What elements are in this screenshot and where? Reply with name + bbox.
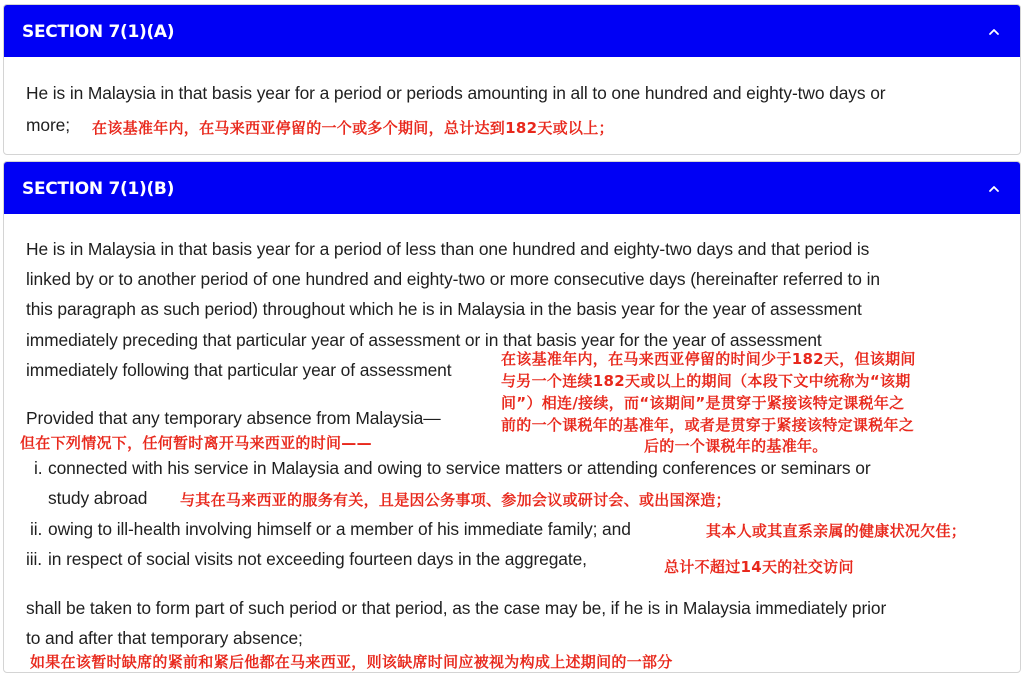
list-item-text: in respect of social visits not exceeding fourteen days in the aggregate, xyxy=(48,549,587,569)
section-7-1-b-panel xyxy=(3,161,1021,673)
proviso-text: Provided that any temporary absence from Malaysia— xyxy=(26,408,441,428)
list-item-text: connected with his service in Malaysia and owing to service matters or attending conferences or seminars or xyxy=(48,458,871,478)
list-item-translation: 与其在马来西亚的服务有关，且是因公务事项、参加会议或研讨会、或出国深造； xyxy=(180,491,731,509)
list-item-text: owing to ill-health involving himself or a member of his immediate family; and xyxy=(48,519,631,539)
list-item-marker: iii. xyxy=(26,549,43,569)
proviso-translation: 但在下列情况下，任何暂时离开马来西亚的时间—— xyxy=(20,434,372,452)
section-b-para-line: immediately following that particular year of assessment xyxy=(26,360,452,380)
list-item-translation: 总计不超过14天的社交访问 xyxy=(664,558,854,576)
section-a-text-line: more; xyxy=(26,115,70,135)
section-a-text-line: He is in Malaysia in that basis year for a period or periods amounting in all to one hundred and eighty-two days or xyxy=(26,83,886,103)
section-b-para-line: immediately preceding that particular year of assessment or in that basis year for the year of assessment xyxy=(26,330,822,350)
section-b-para-translation-line: 后的一个课税年的基准年。 xyxy=(644,437,828,455)
closing-translation: 如果在该暂时缺席的紧前和紧后他都在马来西亚，则该缺席时间应被视为构成上述期间的一部分 xyxy=(30,653,673,671)
section-title: SECTION 7(1)(A) xyxy=(22,22,175,42)
section-b-para-line: this paragraph as such period) throughout which he is in Malaysia in the basis year for the year of assessment xyxy=(26,299,862,319)
section-b-para-translation-line: 前的一个课税年的基准年，或者是贯穿于紧接该特定课税年之 xyxy=(501,416,915,434)
closing-text-line: shall be taken to form part of such period or that period, as the case may be, if he is in Malaysia immediately prior xyxy=(26,598,887,618)
section-b-para-line: He is in Malaysia in that basis year for a period of less than one hundred and eighty-two days and that period is xyxy=(26,239,870,259)
section-b-para-line: linked by or to another period of one hundred and eighty-two or more consecutive days (hereinafter referred to in xyxy=(26,269,880,289)
list-item-marker: i. xyxy=(34,458,43,478)
section-b-para-translation-line: 在该基准年内，在马来西亚停留的时间少于182天，但该期间 xyxy=(501,350,916,368)
section-7-1-a-header[interactable] xyxy=(4,5,1020,57)
section-b-para-translation-line: 间”）相连/接续，而“该期间”是贯穿于紧接该特定课税年之 xyxy=(501,394,905,412)
list-item-marker: ii. xyxy=(30,519,43,539)
list-item-translation: 其本人或其直系亲属的健康状况欠佳； xyxy=(706,522,967,540)
section-title: SECTION 7(1)(B) xyxy=(22,179,175,199)
section-7-1-a-panel xyxy=(3,4,1021,155)
section-a-translation: 在该基准年内，在马来西亚停留的一个或多个期间，总计达到182天或以上； xyxy=(92,119,614,137)
chevron-up-icon[interactable] xyxy=(988,26,1000,38)
chevron-up-icon[interactable] xyxy=(988,183,1000,195)
list-item-text: study abroad xyxy=(48,488,148,508)
closing-text-line: to and after that temporary absence; xyxy=(26,628,303,648)
section-b-para-translation-line: 与另一个连续182天或以上的期间（本段下文中统称为“该期 xyxy=(501,372,911,390)
section-7-1-b-header[interactable] xyxy=(4,162,1020,214)
